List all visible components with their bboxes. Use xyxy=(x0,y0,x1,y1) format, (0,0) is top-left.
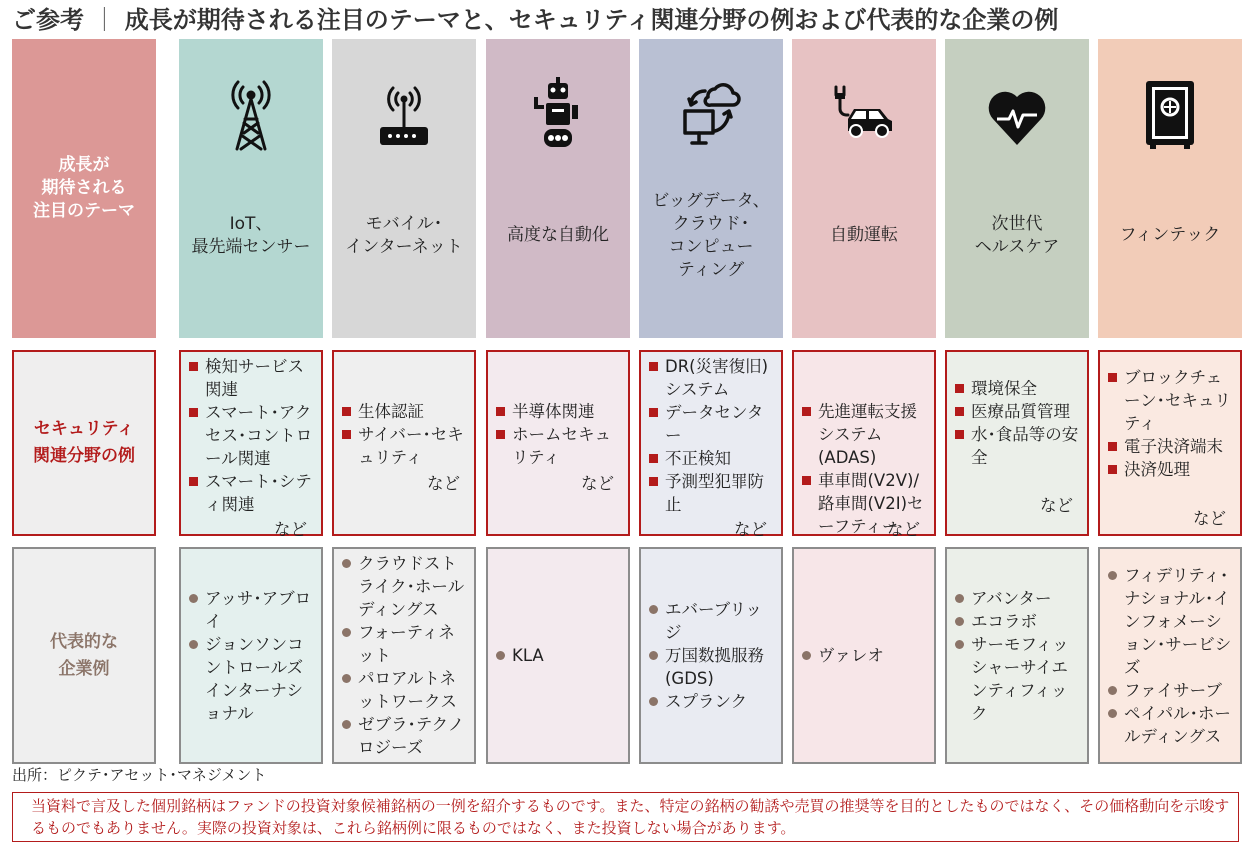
theme-column xyxy=(945,0,1089,780)
security-item: ホームセキュリティ xyxy=(496,423,625,469)
electric-car-icon xyxy=(834,75,894,151)
title-prefix: ご参考 xyxy=(12,6,84,34)
companies-cell xyxy=(639,547,783,764)
theme-label: 自動運転 xyxy=(830,225,898,245)
security-list xyxy=(1100,352,1240,481)
security-list xyxy=(488,352,628,469)
security-item: 電子決済端末 xyxy=(1108,435,1237,458)
theme-row-label-text: 成長が 期待される 注目のテーマ xyxy=(33,155,135,221)
security-list xyxy=(794,352,934,538)
company-item: スプランク xyxy=(649,690,777,713)
security-item: 水･食品等の安全 xyxy=(955,423,1084,469)
robot-icon xyxy=(528,75,588,151)
companies-cell xyxy=(945,547,1089,764)
security-item: 予測型犯罪防止 xyxy=(649,470,778,516)
company-list xyxy=(1100,564,1240,748)
theme-header xyxy=(332,39,476,338)
cloud-computer-icon xyxy=(681,75,741,151)
security-row-label-text: セキュリティ 関連分野の例 xyxy=(33,419,135,466)
security-list xyxy=(641,352,781,516)
company-list xyxy=(947,587,1087,725)
company-item: フィデリティ･ナショナル･インフォメーション･サービシズ xyxy=(1108,564,1236,679)
theme-label: IoT、 最先端センサー xyxy=(191,213,311,257)
company-item: 万国数拠服務(GDS) xyxy=(649,644,777,690)
company-item: ゼブラ･テクノロジーズ xyxy=(342,713,470,759)
security-item: 医療品質管理 xyxy=(955,400,1084,423)
disclaimer-text: 当資料で言及した個別銘柄はファンドの投資対象候補銘柄の一例を紹介するものです。また、特定の銘柄の勧誘や売買の推奨等を目的としたものではなく、その価格動向を示唆するものでもありません。実際の投資対象は、これら銘柄例に限るものではなく、また投資しない場合があります。 xyxy=(31,797,1230,837)
theme-header xyxy=(179,39,323,338)
theme-column xyxy=(486,0,630,780)
security-item: 不正検知 xyxy=(649,447,778,470)
company-list xyxy=(641,598,781,713)
theme-column xyxy=(1098,0,1242,780)
title-separator: ｜ xyxy=(92,6,117,34)
company-list xyxy=(334,552,474,759)
theme-column xyxy=(332,0,476,780)
company-item: エコラボ xyxy=(955,610,1083,633)
heartbeat-icon xyxy=(987,75,1047,151)
safe-icon xyxy=(1140,75,1200,151)
security-cell xyxy=(486,350,630,536)
security-cell xyxy=(639,350,783,539)
theme-label: 次世代 ヘルスケア xyxy=(974,213,1060,257)
security-list xyxy=(947,352,1087,469)
security-item: 検知サービス関連 xyxy=(189,355,318,401)
wifi-router-icon xyxy=(374,75,434,151)
theme-header xyxy=(639,39,783,338)
company-item: ペイパル･ホールディングス xyxy=(1108,702,1236,748)
security-item: スマート･シティ関連 xyxy=(189,470,318,516)
company-item: ヴァレオ xyxy=(802,644,930,667)
security-item: スマート･アクセス･コントロール関連 xyxy=(189,401,318,470)
etc-label: など xyxy=(274,520,307,539)
etc-label: など xyxy=(581,474,614,493)
security-item: 環境保全 xyxy=(955,377,1084,400)
theme-label: ビッグデータ、 クラウド･ コンピュー ティング xyxy=(652,190,770,280)
company-item: エバーブリッジ xyxy=(649,598,777,644)
company-item: KLA xyxy=(496,644,624,667)
company-item: フォーティネット xyxy=(342,621,470,667)
theme-header xyxy=(1098,39,1242,338)
companies-cell xyxy=(179,547,323,764)
security-item: 車車間(V2V)/路車間(V2I)セーフティー xyxy=(802,469,931,538)
security-row-label xyxy=(12,350,156,536)
source-note: 出所：ピクテ･アセット･マネジメント xyxy=(12,766,267,784)
companies-row-label-text: 代表的な 企業例 xyxy=(50,631,118,679)
company-list xyxy=(488,644,628,667)
disclaimer-box xyxy=(12,792,1239,842)
security-item: データセンター xyxy=(649,401,778,447)
companies-cell xyxy=(486,547,630,764)
theme-grid xyxy=(12,0,1244,780)
theme-header xyxy=(486,39,630,338)
companies-cell xyxy=(332,547,476,764)
security-cell xyxy=(792,350,936,539)
etc-label: など xyxy=(887,520,920,539)
theme-column xyxy=(792,0,936,780)
security-cell xyxy=(945,350,1089,536)
theme-header xyxy=(945,39,1089,338)
company-list xyxy=(181,587,321,725)
company-item: サーモフィッシャーサイエンティフィック xyxy=(955,633,1083,725)
company-item: アバンター xyxy=(955,587,1083,610)
security-item: 生体認証 xyxy=(342,400,471,423)
company-item: アッサ･アブロイ xyxy=(189,587,317,633)
company-item: ファイサーブ xyxy=(1108,679,1236,702)
company-item: ジョンソンコントロールズインターナショナル xyxy=(189,633,317,725)
theme-label: フィンテック xyxy=(1119,225,1221,245)
company-list xyxy=(794,644,934,667)
row-label-column xyxy=(12,0,156,780)
security-item: DR(災害復旧)システム xyxy=(649,355,778,401)
theme-label: 高度な自動化 xyxy=(507,225,609,245)
security-item: サイバー･セキュリティ xyxy=(342,423,471,469)
theme-column xyxy=(179,0,323,780)
security-cell xyxy=(179,350,323,539)
etc-label: など xyxy=(734,520,767,539)
company-item: パロアルトネットワークス xyxy=(342,667,470,713)
companies-cell xyxy=(792,547,936,764)
theme-header xyxy=(792,39,936,338)
theme-row-label xyxy=(12,39,156,338)
security-list xyxy=(334,352,474,469)
security-item: 先進運転支援システム(ADAS) xyxy=(802,400,931,469)
security-list xyxy=(181,352,321,516)
security-item: ブロックチェーン･セキュリティ xyxy=(1108,366,1237,435)
etc-label: など xyxy=(427,474,460,493)
companies-cell xyxy=(1098,547,1242,764)
etc-label: など xyxy=(1040,496,1073,515)
etc-label: など xyxy=(1193,509,1226,528)
title-text: 成長が期待される注目のテーマと、セキュリティ関連分野の例および代表的な企業の例 xyxy=(124,6,1059,34)
companies-row-label xyxy=(12,547,156,764)
security-cell xyxy=(1098,350,1242,536)
theme-label: モバイル･ インターネット xyxy=(345,213,463,257)
security-cell xyxy=(332,350,476,536)
company-item: クラウドストライク･ホールディングス xyxy=(342,552,470,621)
security-item: 決済処理 xyxy=(1108,458,1237,481)
security-item: 半導体関連 xyxy=(496,400,625,423)
theme-column xyxy=(639,0,783,780)
cell-tower-icon xyxy=(221,75,281,151)
